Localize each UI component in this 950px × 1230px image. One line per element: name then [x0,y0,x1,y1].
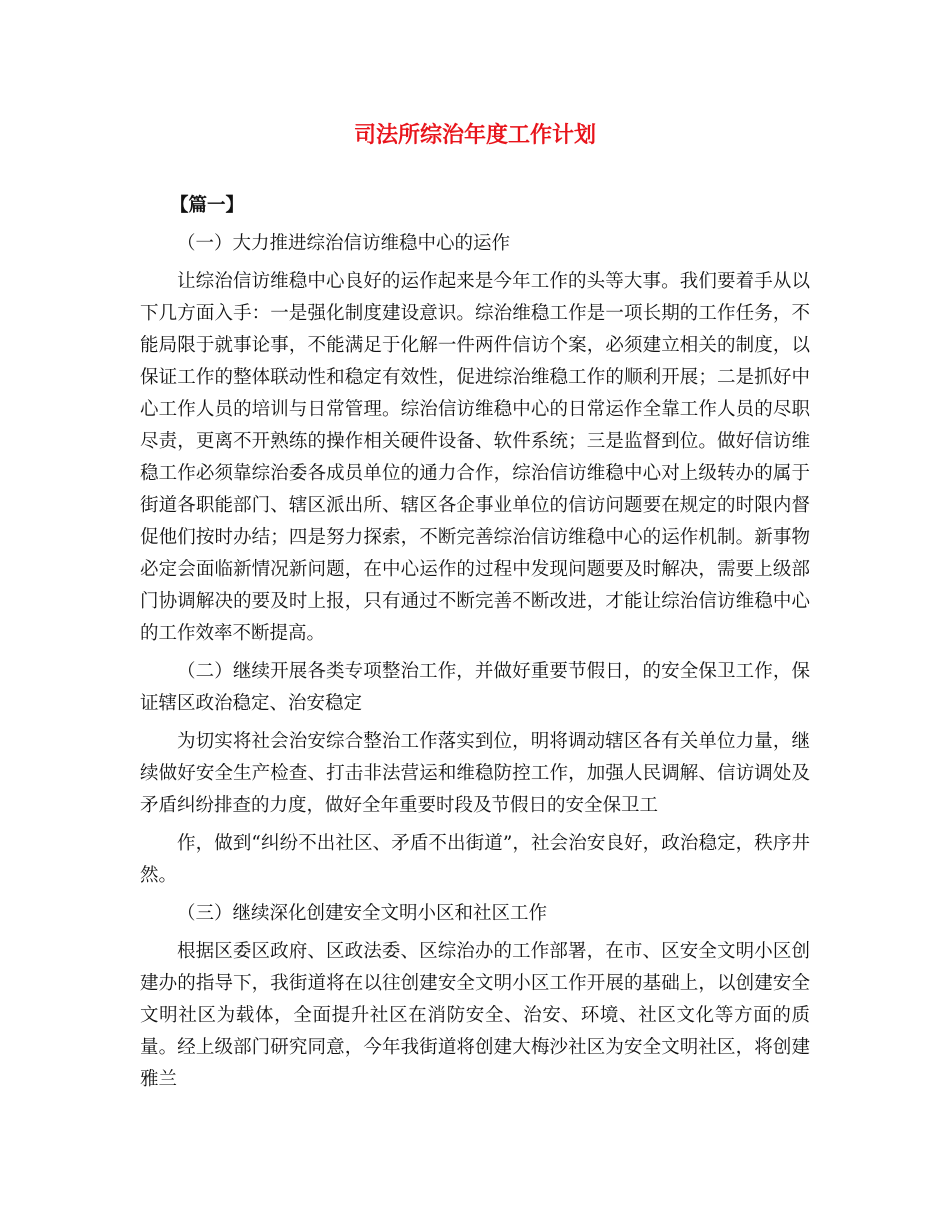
paragraph-2: 为切实将社会治安综合整治工作落实到位，明将调动辖区各有关单位力量，继续做好安全生产检查、打击非法营运和维稳防控工作，加强人民调解、信访调处及矛盾纠纷排查的力度，做好全年重要时段及节假日的安全保卫工 [140,731,810,816]
document-body [140,190,810,1096]
section-tag: 【篇一】 [170,195,245,216]
heading-1: （一）大力推进综治信访维稳中心的运作 [177,233,511,254]
heading-2: （二）继续开展各类专项整治工作，并做好重要节假日，的安全保卫工作，保证辖区政治稳定、治安稳定 [140,661,810,714]
document-title: 司法所综治年度工作计划 [353,122,596,148]
paragraph-1: 让综治信访维稳中心良好的运作起来是今年工作的头等大事。我们要着手从以下几方面入手：一是强化制度建设意识。综治维稳工作是一项长期的工作任务，不能局限于就事论事，不能满足于化解一件两件信访个案，必须建立相关的制度，以保证工作的整体联动性和稳定有效性，促进综治维稳工作的顺利开展；二是抓好中心工作人员的培训与日常管理。综治信访维稳中心的日常运作全靠工作人员的尽职尽责，更离不开熟练的操作相关硬件设备、软件系统；三是监督到位。做好信访维稳工作必须靠综治委各成员单位的通力合作，综治信访维稳中心对上级转办的属于街道各职能部门、辖区派出所、辖区各企事业单位的信访问题要在规定的时限内督促他们按时办结；四是努力探索，不断完善综治信访维稳中心的运作机制。新事物必定会面临新情况新问题，在中心运作的过程中发现问题要及时解决，需要上级部门协调解决的要及时上报，只有通过不断完善不断改进，才能让综治信访维稳中心的工作效率不断提高。 [140,271,810,644]
heading-3: （三）继续深化创建安全文明小区和社区工作 [177,903,548,924]
paragraph-3: 作，做到“纠纷不出社区、矛盾不出街道”，社会治安良好，政治稳定，秩序井然。 [140,833,810,886]
paragraph-4: 根据区委区政府、区政法委、区综治办的工作部署，在市、区安全文明小区创建办的指导下，我街道将在以往创建安全文明小区工作开展的基础上，以创建安全文明社区为载体，全面提升社区在消防安全、治安、环境、社区文化等方面的质量。经上级部门研究同意，今年我街道将创建大梅沙社区为安全文明社区，将创建雅兰 [140,941,810,1090]
